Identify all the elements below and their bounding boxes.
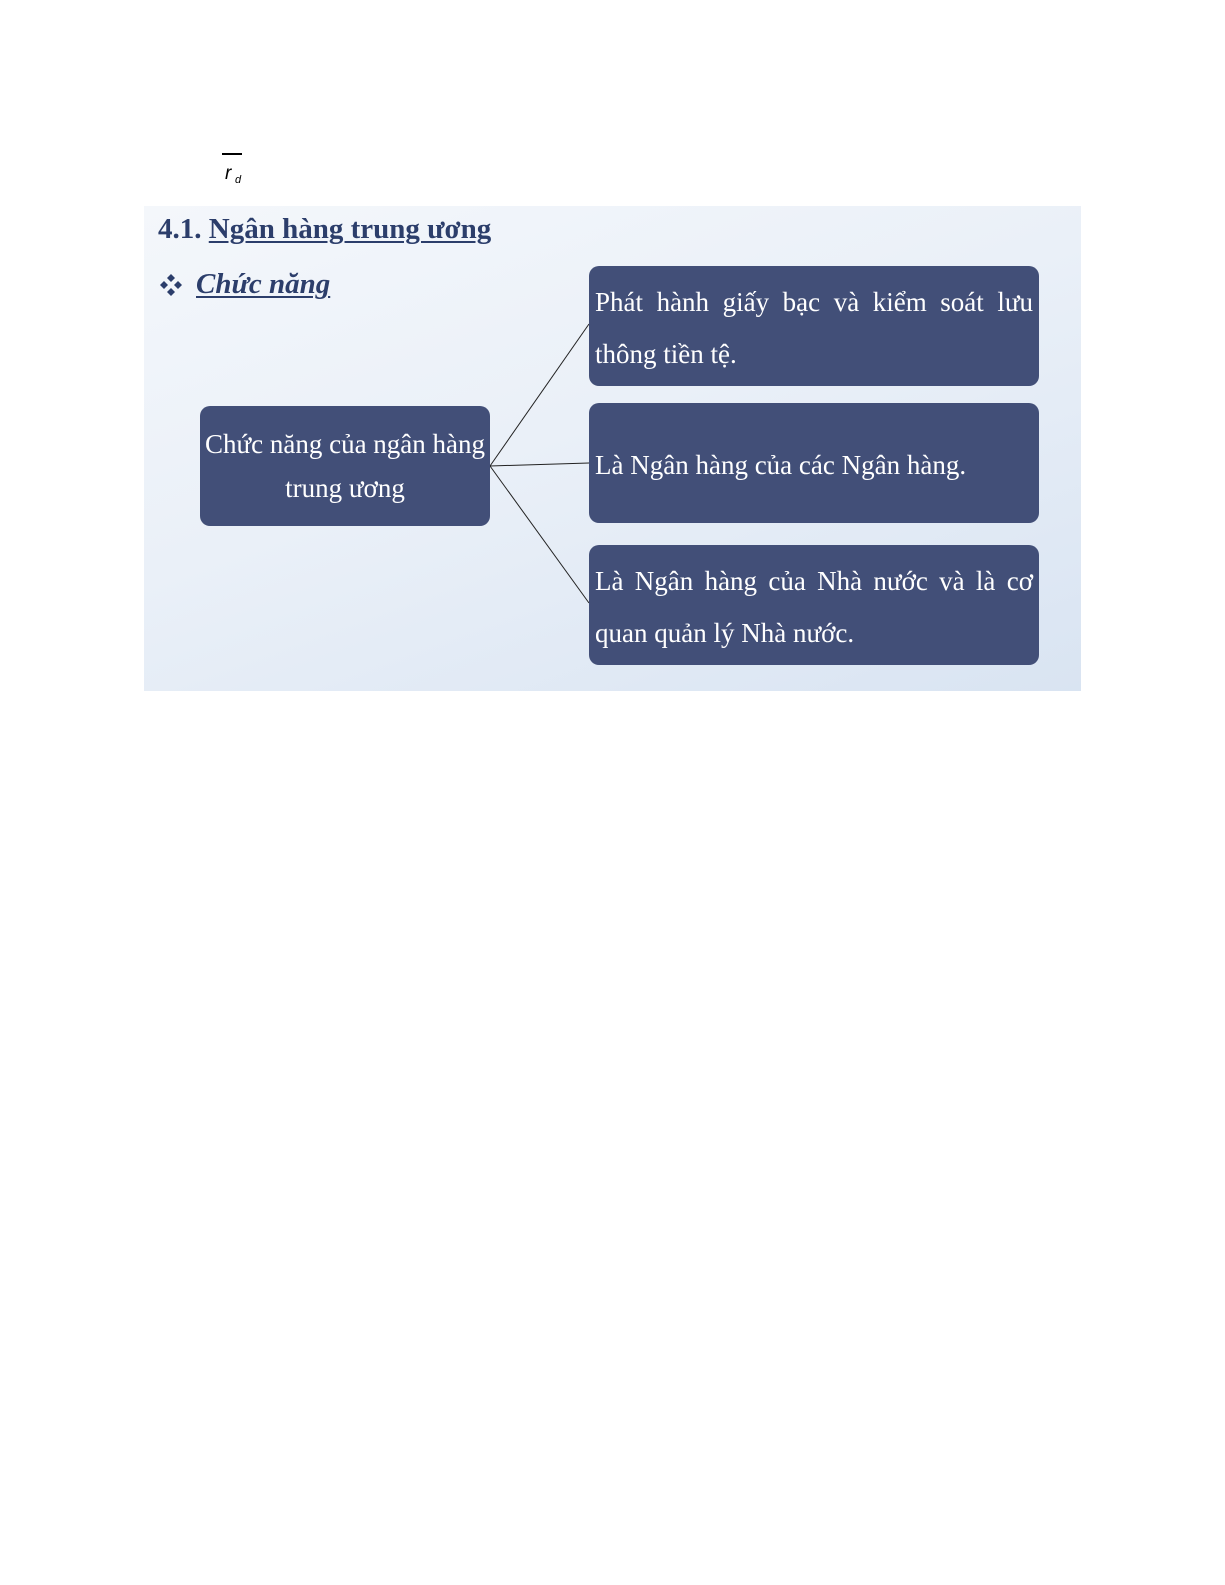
section-title-text: Ngân hàng trung ương [208, 213, 492, 245]
branch-node-2: Là Ngân hàng của các Ngân hàng. [589, 403, 1039, 523]
branch-node-3: Là Ngân hàng của Nhà nước và là cơ quan quản lý Nhà nước. [589, 545, 1039, 665]
sub-heading-text: Chức năng [196, 268, 331, 300]
slide-image [144, 206, 1081, 691]
section-number: 4.1. [158, 213, 202, 245]
connector-line-1 [490, 324, 589, 466]
formula-symbol: r [225, 163, 232, 184]
formula-subscript: d [235, 174, 242, 186]
connector-line-2 [490, 463, 589, 466]
branch-node-1: Phát hành giấy bạc và kiểm soát lưu thông tiền tệ. [589, 266, 1039, 386]
formula-r-bar-d [222, 146, 246, 190]
overline [222, 153, 242, 155]
center-node: Chức năng của ngân hàng trung ương [200, 406, 490, 526]
connector-line-3 [490, 466, 589, 603]
